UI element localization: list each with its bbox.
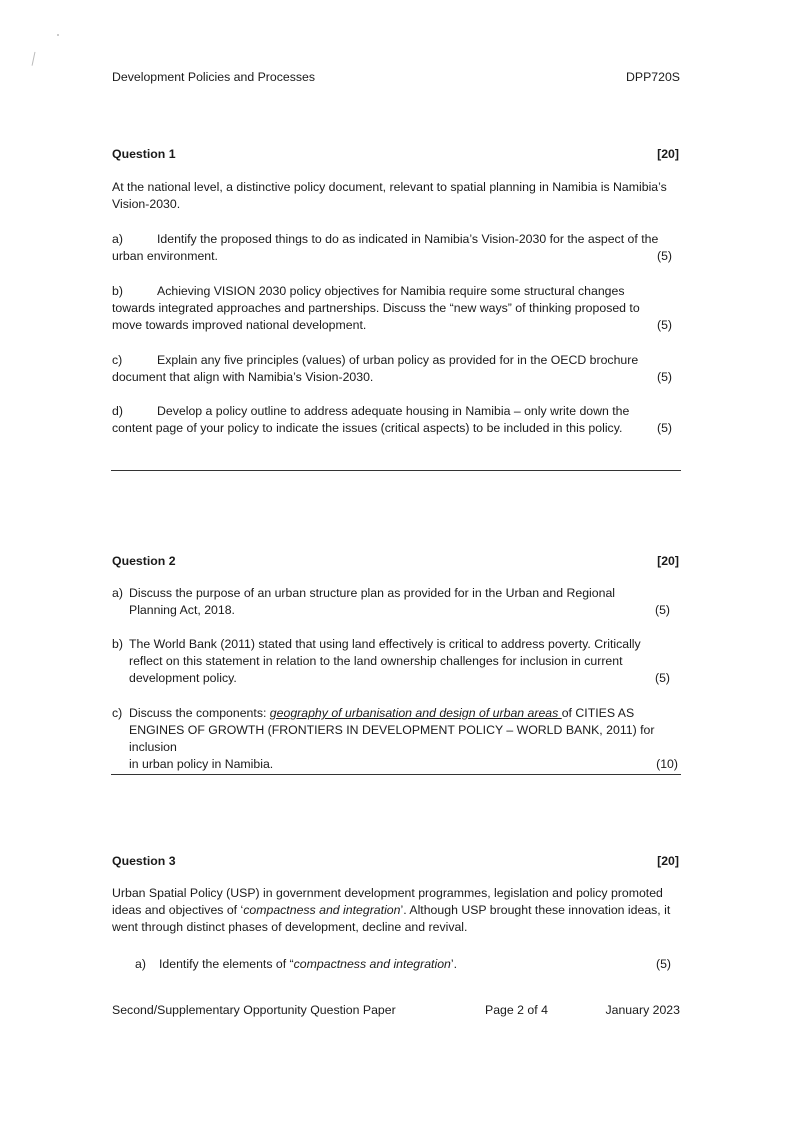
scan-dot [57,34,59,36]
intro-text: Urban Spatial Policy (USP) in government development programmes, legislation and policy promoted ideas and objectives of ‘ [112,886,663,917]
item-text: move towards improved national development. [112,318,367,332]
question-3-title: Question 3 [112,854,176,868]
question-2c [112,705,680,773]
question-3-intro [112,885,682,936]
item-label: c) [112,706,123,720]
item-text: towards integrated approaches and partnerships. Discuss the “new ways” of thinking proposed to [112,301,640,315]
item-label: d) [112,404,123,418]
item-text: Discuss the purpose of an urban structure plan as provided for in the Urban and Regional [129,586,616,600]
question-3-heading [112,853,679,870]
item-emphasis: geography of urbanisation and design of urban areas [269,706,562,720]
item-text: in urban policy in Namibia. [129,757,274,771]
question-2a [112,585,680,619]
section-divider [111,470,681,471]
question-2b [112,636,680,687]
footer-date: January 2023 [605,1003,680,1017]
question-2-title: Question 2 [112,554,176,568]
question-1d [112,403,682,437]
item-text: Identify the elements of “ [159,957,294,971]
item-text: Explain any five principles (values) of urban policy as provided for in the OECD brochure [157,353,639,367]
section-divider [111,774,681,775]
question-2-marks: [20] [657,554,679,568]
item-marks: (5) [655,957,671,971]
question-3a [135,956,671,973]
footer-page-number: Page 2 of 4 [485,1003,548,1017]
item-text: reflect on this statement in relation to the land ownership challenges for inclusion in current [129,654,623,668]
item-text: development policy. [129,671,237,685]
item-text: urban environment. [112,249,218,263]
item-text: Identify the proposed things to do as indicated in Namibia’s Vision-2030 for the aspect of the [157,232,659,246]
scan-mark [32,52,38,66]
item-marks: (5) [656,249,672,263]
footer-paper-type: Second/Supplementary Opportunity Question Paper [112,1003,396,1017]
item-text: content page of your policy to indicate the issues (critical aspects) to be included in this policy. [112,421,623,435]
item-text: Develop a policy outline to address adequate housing in Namibia – only write down the [157,404,630,418]
item-text: Achieving VISION 2030 policy objectives for Namibia require some structural changes [157,284,625,298]
question-1-marks: [20] [657,147,679,161]
course-title: Development Policies and Processes [112,70,316,84]
item-label: b) [112,637,123,651]
item-label: a) [135,957,146,971]
item-label: c) [112,353,123,367]
item-label: a) [112,586,123,600]
item-text: Discuss the components: [129,706,270,720]
item-text: The World Bank (2011) stated that using land effectively is critical to address poverty. Critically [129,637,641,651]
course-code: DPP720S [625,70,680,84]
item-text: Planning Act, 2018. [129,603,235,617]
intro-text: ’. Although USP brought these innovation ideas, it went through distinct phases of development, decline and revival. [112,903,671,934]
item-text: document that align with Namibia’s Vision-2030. [112,370,374,384]
item-marks: (10) [656,757,678,771]
question-1b [112,283,682,334]
item-label: b) [112,284,123,298]
item-marks: (5) [656,370,672,384]
item-marks: (5) [656,421,672,435]
question-2-heading [112,553,679,570]
item-marks: (5) [656,318,672,332]
question-1-title: Question 1 [112,147,176,161]
item-marks: (5) [654,671,670,685]
intro-emphasis: compactness and integration [243,903,401,917]
item-marks: (5) [654,603,670,617]
item-label: a) [112,232,123,246]
item-text: ’. [450,957,458,971]
question-1-heading [112,146,679,163]
item-emphasis: compactness and integration [293,957,451,971]
item-text: of CITIES AS [561,706,635,720]
question-3-marks: [20] [657,854,679,868]
item-text: ENGINES OF GROWTH (FRONTIERS IN DEVELOPMENT POLICY – WORLD BANK, 2011) for inclusion [129,723,655,754]
question-1c [112,352,682,386]
question-1a [112,231,682,265]
question-1-intro: At the national level, a distinctive policy document, relevant to spatial planning in Namibia is Namibia’s Vision-2030. [112,180,667,211]
